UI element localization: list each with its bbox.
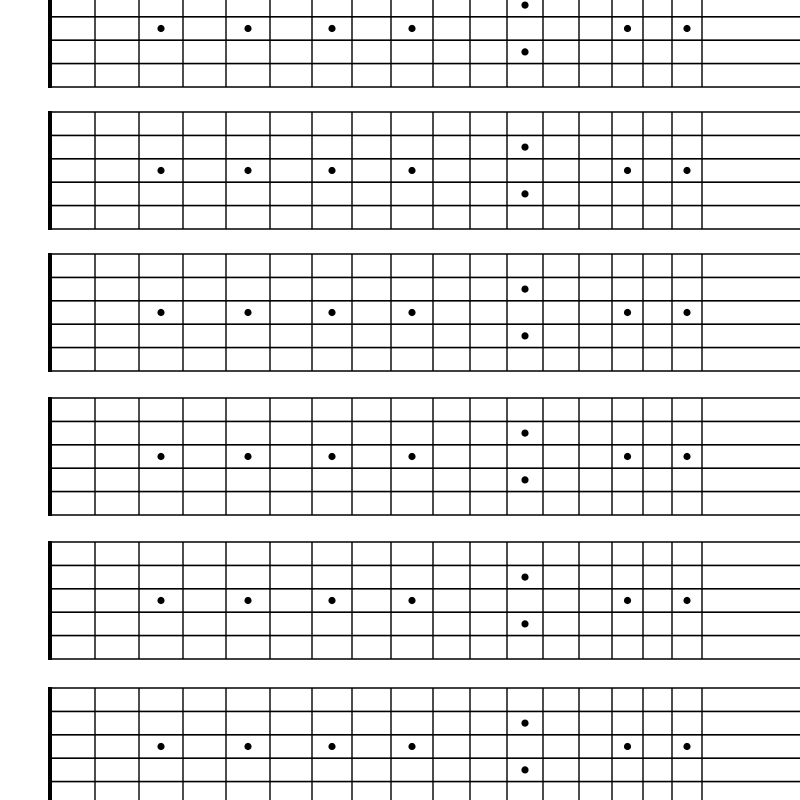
fret-marker-double-dot-upper	[521, 2, 528, 9]
fretboard-5	[50, 541, 800, 660]
fret-marker-double-dot-upper	[521, 720, 528, 727]
fret-marker-dot	[244, 743, 251, 750]
fret-marker-dot	[624, 25, 631, 32]
fretboard-1	[50, 0, 800, 88]
fret-marker-double-dot-lower	[521, 766, 528, 773]
fretboard-6	[50, 687, 800, 800]
fret-marker-double-dot-upper	[521, 286, 528, 293]
fretboard-4	[50, 397, 800, 516]
fret-marker-double-dot-lower	[521, 48, 528, 55]
fret-marker-dot	[624, 453, 631, 460]
fret-marker-dot	[408, 743, 415, 750]
fret-marker-dot	[328, 309, 335, 316]
fret-marker-dot	[157, 597, 164, 604]
fret-marker-dot	[624, 167, 631, 174]
fret-marker-dot	[683, 309, 690, 316]
fret-marker-dot	[328, 743, 335, 750]
fret-marker-dot	[244, 167, 251, 174]
fret-marker-dot	[408, 309, 415, 316]
fret-marker-dot	[157, 167, 164, 174]
fret-marker-dot	[624, 743, 631, 750]
fret-marker-dot	[408, 453, 415, 460]
fret-marker-double-dot-lower	[521, 332, 528, 339]
fret-marker-dot	[157, 743, 164, 750]
fret-marker-dot	[408, 597, 415, 604]
fret-marker-dot	[408, 167, 415, 174]
fret-marker-dot	[328, 597, 335, 604]
fret-marker-dot	[683, 25, 690, 32]
fretboard-2	[50, 111, 800, 230]
fret-marker-dot	[683, 167, 690, 174]
fret-marker-double-dot-upper	[521, 574, 528, 581]
fret-marker-double-dot-lower	[521, 190, 528, 197]
fretboard-3	[50, 253, 800, 372]
fret-marker-dot	[157, 453, 164, 460]
fret-marker-dot	[244, 25, 251, 32]
fret-marker-dot	[328, 167, 335, 174]
fret-marker-dot	[683, 743, 690, 750]
fret-marker-dot	[244, 309, 251, 316]
fret-marker-double-dot-upper	[521, 430, 528, 437]
fret-marker-dot	[624, 309, 631, 316]
fret-marker-double-dot-upper	[521, 144, 528, 151]
fret-marker-dot	[328, 453, 335, 460]
fret-marker-dot	[328, 25, 335, 32]
fret-marker-dot	[244, 453, 251, 460]
fret-marker-dot	[408, 25, 415, 32]
fret-marker-dot	[683, 453, 690, 460]
fret-marker-dot	[157, 309, 164, 316]
fret-marker-dot	[157, 25, 164, 32]
fret-marker-dot	[244, 597, 251, 604]
fret-marker-dot	[683, 597, 690, 604]
fret-marker-double-dot-lower	[521, 476, 528, 483]
fret-marker-dot	[624, 597, 631, 604]
fret-marker-double-dot-lower	[521, 620, 528, 627]
